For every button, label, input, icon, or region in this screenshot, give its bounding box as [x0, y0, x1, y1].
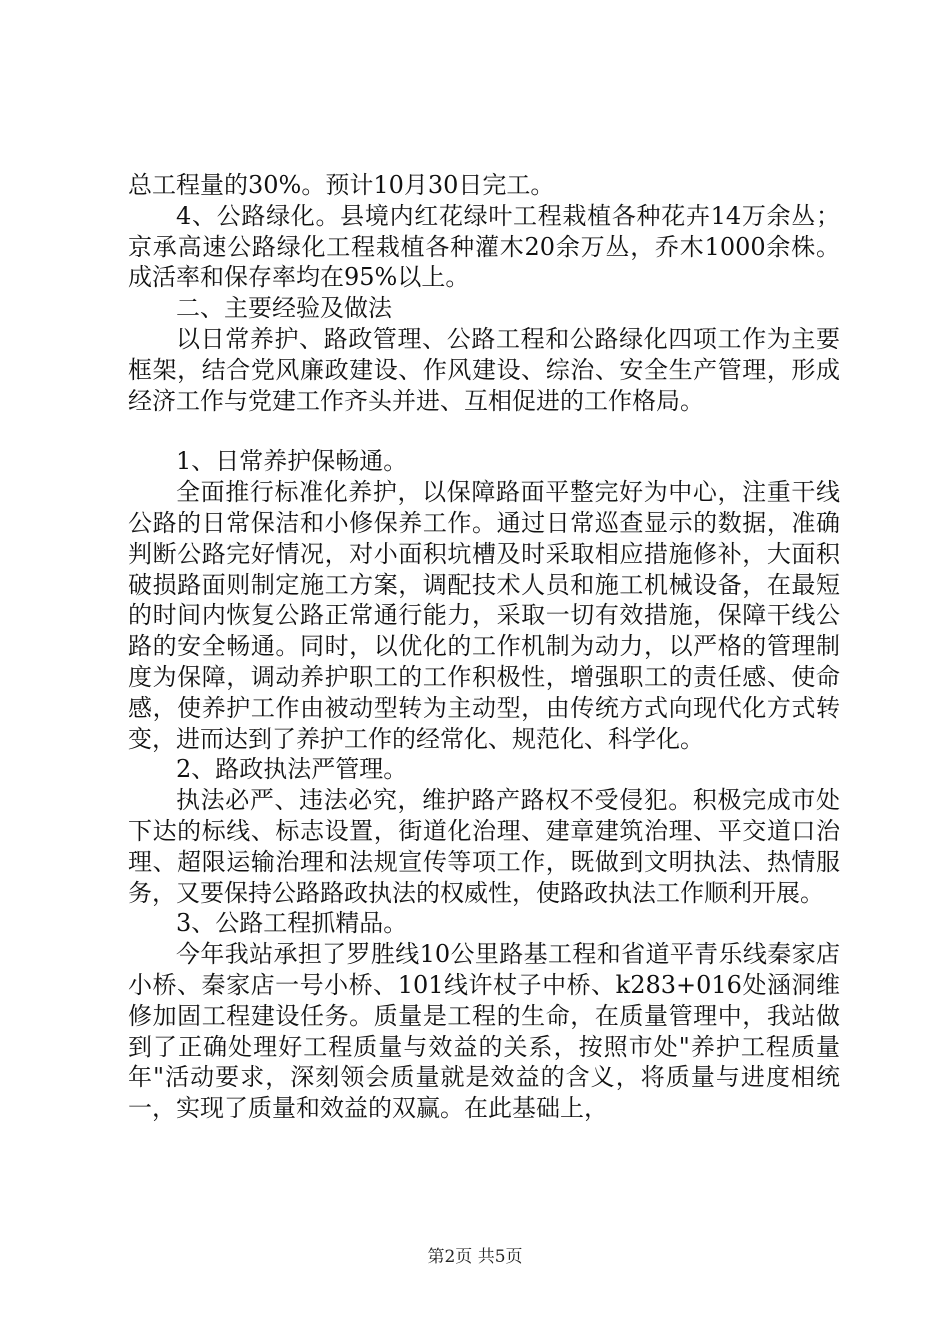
subheading-road-administration: 2、路政执法严管理。: [176, 755, 408, 784]
section-heading-experience: 二、主要经验及做法: [176, 294, 392, 323]
subheading-road-engineering: 3、公路工程抓精品。: [176, 909, 408, 938]
page-number-footer: 第2页 共5页: [427, 1247, 523, 1267]
paragraph-continuation: 总工程量的30%。预计10月30日完工。: [128, 171, 555, 199]
subheading-daily-maintenance: 1、日常养护保畅通。: [176, 447, 408, 476]
paragraph-framework: 以日常养护、路政管理、公路工程和公路绿化四项工作为主要框架，结合党风廉政建设、作风建设、综治、安全生产管理，形成经济工作与党建工作齐头并进、互相促进的工作格局。: [128, 324, 840, 415]
paragraph-road-engineering: 今年我站承担了罗胜线10公里路基工程和省道平青乐线秦家店小桥、秦家店一号小桥、101线许杖子中桥、k283+016处涵洞维修加固工程建设任务。质量是工程的生命，在质量管理中，我站做到了正确处理好工程质量与效益的关系，按照市处"养护工程质量年"活动要求，深刻领会质量就是效益的含义，将质量与进度相统一，实现了质量和效益的双赢。在此基础上，: [128, 940, 840, 1123]
paragraph-greening: 4、公路绿化。县境内红花绿叶工程栽植各种花卉14万余丛；京承高速公路绿化工程栽植各种灌木20余万丛，乔木1000余株。成活率和保存率均在95%以上。: [128, 201, 840, 292]
document-body: [128, 170, 840, 1124]
paragraph-road-administration: 执法必严、违法必究，维护路产路权不受侵犯。积极完成市处下达的标线、标志设置，街道化治理、建章建筑治理、平交道口治理、超限运输治理和法规宣传等项工作，既做到文明执法、热情服务，又要保持公路路政执法的权威性，使路政执法工作顺利开展。: [128, 786, 840, 907]
paragraph-daily-maintenance: 全面推行标准化养护，以保障路面平整完好为中心，注重干线公路的日常保洁和小修保养工作。通过日常巡查显示的数据，准确判断公路完好情况，对小面积坑槽及时采取相应措施修补，大面积破损路面则制定施工方案，调配技术人员和施工机械设备，在最短的时间内恢复公路正常通行能力，采取一切有效措施，保障干线公路的安全畅通。同时，以优化的工作机制为动力，以严格的管理制度为保障，调动养护职工的工作积极性，增强职工的责任感、使命感，使养护工作由被动型转为主动型，由传统方式向现代化方式转变，进而达到了养护工作的经常化、规范化、科学化。: [128, 478, 840, 753]
